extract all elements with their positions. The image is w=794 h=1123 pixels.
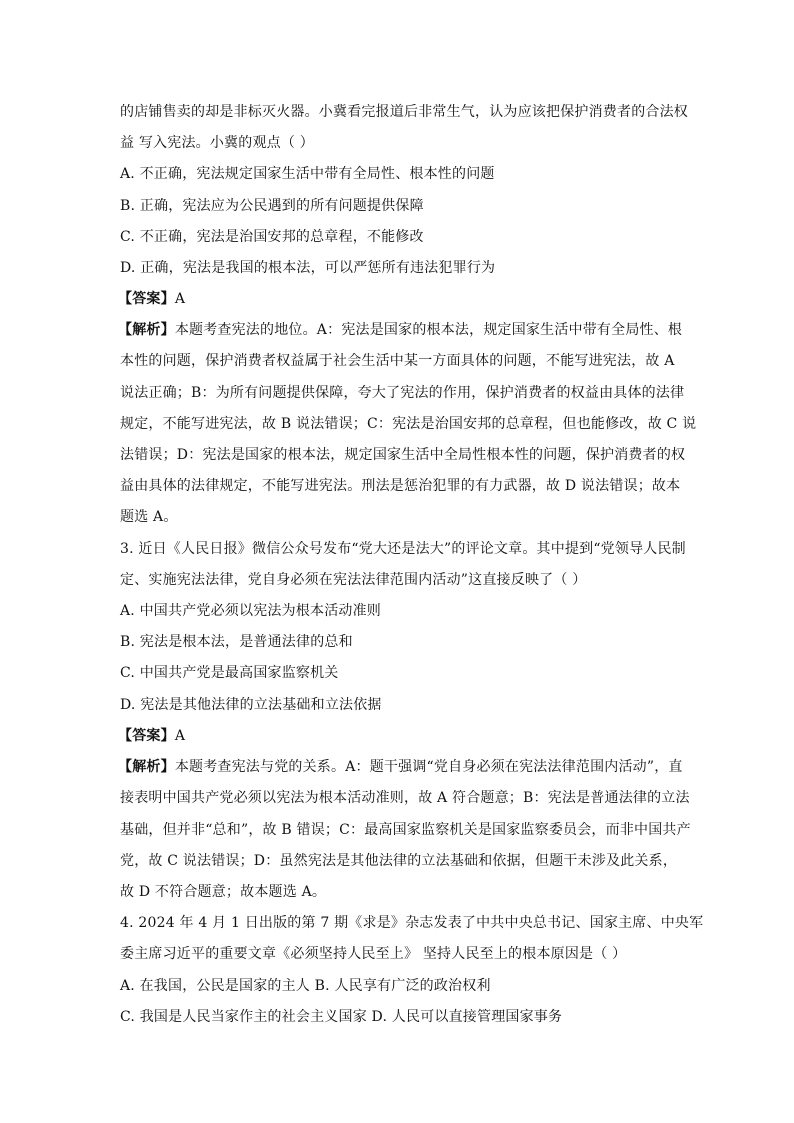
q2-option-d: D. 正确，宪法是我国的根本法，可以严惩所有违法犯罪行为	[120, 260, 496, 276]
q3-option-d: D. 宪法是其他法律的立法基础和立法依据	[120, 697, 382, 713]
q4-options-row: A. 在我国，公民是国家的主人 B. 人民享有广泛的政治权利	[120, 978, 491, 994]
q3-stem-line: 定、实施宪法法律，党自身必须在宪法法律范围内活动”这直接反映了（ ）	[120, 572, 587, 588]
q3-stem-line: 3. 近日《人民日报》微信公众号发布“党大还是法大”的评论文章。其中提到“党领导人民制	[120, 541, 686, 557]
q3-analysis-line: 党，故 C 说法错误；D：虽然宪法是其他法律的立法基础和依据，但题干未涉及此关系，	[120, 853, 678, 869]
q2-stem-line: 益 写入宪法。小冀的观点（ ）	[120, 135, 314, 151]
q2-option-c: C. 不正确，宪法是治国安邦的总章程，不能修改	[120, 229, 424, 245]
q2-analysis-line: 本性的问题，保护消费者权益属于社会生活中某一方面具体的问题，不能写进宪法，故 A	[120, 353, 675, 369]
q2-analysis-line: 说法正确；B：为所有问题提供保障，夸大了宪法的作用，保护消费者的权益由具体的法律	[120, 385, 685, 401]
q4-stem-line: 委主席习近平的重要文章《必须坚持人民至上》 坚持人民至上的根本原因是（ ）	[120, 946, 627, 962]
q2-analysis-line: 题选 A。	[120, 509, 178, 525]
answer-value: A	[174, 291, 186, 307]
q4-stem-line: 4. 2024 年 4 月 1 日出版的第 7 期《求是》杂志发表了中共中央总书记、国家主席、中央军	[120, 915, 704, 931]
q4-options-row: C. 我国是人民当家作主的社会主义国家 D. 人民可以直接管理国家事务	[120, 1009, 563, 1025]
answer-value: A	[174, 728, 186, 744]
q3-option-c: C. 中国共产党是最高国家监察机关	[120, 665, 339, 681]
q2-answer	[118, 290, 678, 308]
q2-analysis-line: 规定，不能写进宪法，故 B 说法错误；C：宪法是治国安邦的总章程，但也能修改，故 C 说	[120, 416, 697, 432]
q3-answer	[118, 727, 678, 745]
q2-option-a: A. 不正确，宪法规定国家生活中带有全局性、根本性的问题	[120, 166, 495, 182]
analysis-tag: 【解析】	[118, 322, 175, 338]
q3-option-b: B. 宪法是根本法，是普通法律的总和	[120, 634, 353, 650]
q2-analysis-line: 法错误；D：宪法是国家的根本法，规定国家生活中全局性根本性的问题，保护消费者的权	[120, 447, 686, 463]
answer-tag: 【答案】	[118, 291, 175, 307]
q3-analysis-line	[118, 758, 683, 776]
q3-analysis-line: 接表明中国共产党必须以宪法为根本活动准则，故 A 符合题意；B：宪法是普通法律的立法	[120, 790, 690, 806]
analysis-tag: 【解析】	[118, 759, 175, 775]
q3-analysis-line: 故 D 不符合题意；故本题选 A。	[120, 884, 327, 900]
q2-analysis-line	[118, 321, 683, 339]
analysis-text: 本题考查宪法的地位。A：宪法是国家的根本法，规定国家生活中带有全局性、根	[174, 322, 683, 338]
q2-stem-line: 的店铺售卖的却是非标灭火器。小冀看完报道后非常生气，认为应该把保护消费者的合法权	[120, 104, 688, 120]
q3-option-a: A. 中国共产党必须以宪法为根本活动准则	[120, 603, 382, 619]
q3-analysis-line: 基础，但并非“总和”，故 B 错误；C：最高国家监察机关是国家监察委员会，而非中国共产	[120, 822, 691, 838]
q2-option-b: B. 正确，宪法应为公民遇到的所有问题提供保障	[120, 198, 424, 214]
answer-tag: 【答案】	[118, 728, 175, 744]
analysis-text: 本题考查宪法与党的关系。A：题干强调“党自身必须在宪法法律范围内活动”，直	[174, 759, 683, 775]
q2-analysis-line: 益由具体的法律规定，不能写进宪法。刑法是惩治犯罪的有力武器，故 D 说法错误；故本	[120, 478, 681, 494]
